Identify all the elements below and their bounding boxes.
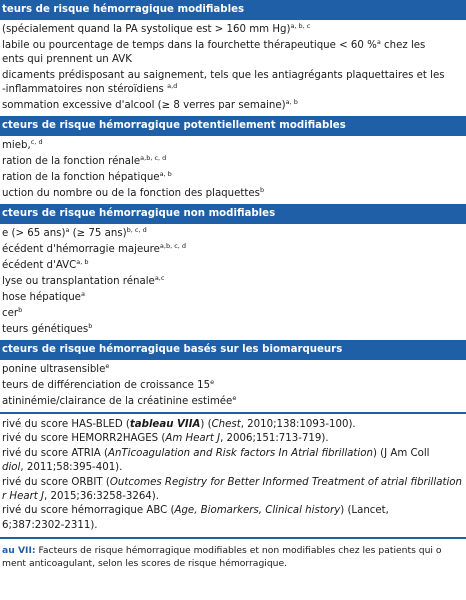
- reference-line: rivé du score ATRIA (AnTicoagulation and Risk factors In Atrial fibrillation) (J Am Coll: [2, 447, 430, 459]
- risk-item: lyse ou transplantation rénale$^{a,c}$: [2, 275, 165, 287]
- risk-item: atininémie/clairance de la créatinine estimée$^e$: [2, 395, 237, 407]
- risk-item: écédent d'AVC$^{a, b}$: [2, 259, 89, 271]
- risk-item: teurs génétiques$^b$: [2, 323, 93, 335]
- risk-item: uction du nombre ou de la fonction des plaquettes$^b$: [2, 187, 265, 199]
- section-body-modifiable: [0, 20, 466, 116]
- section-heading-potentially-modifiable: cteurs de risque hémorragique potentiellement modifiables: [0, 116, 466, 136]
- caption-label: au VII:: [2, 545, 36, 557]
- reference-line: rivé du score ORBIT (Outcomes Registry for Better Informed Treatment of atrial fibrillation: [2, 476, 462, 488]
- risk-item: ration de la fonction rénale$^{a,b, c, d}$: [2, 155, 167, 167]
- reference-line: 6;387:2302-2311).: [2, 519, 98, 531]
- section-heading-modifiable: teurs de risque hémorragique modifiables: [0, 0, 466, 20]
- reference-line: r Heart J, 2015;36:3258-3264).: [2, 491, 160, 503]
- risk-item: ents qui prennent un AVK: [2, 54, 132, 65]
- section-body-biomarkers: [0, 360, 466, 412]
- section-heading-biomarkers: cteurs de risque hémorragique basés sur les biomarqueurs: [0, 340, 466, 360]
- risk-item: dicaments prédisposant au saignement, tels que les antiagrégants plaquettaires et les: [2, 70, 445, 81]
- references-list: [0, 414, 466, 537]
- risk-item: teurs de différenciation de croissance 15e: [2, 379, 215, 391]
- risk-item: cer$^b$: [2, 307, 23, 319]
- reference-line: diol, 2011;58:395-401).: [2, 462, 123, 474]
- reference-line: rivé du score HEMORR2HAGES (Am Heart J, 2006;151:713-719).: [2, 433, 329, 445]
- risk-item: ponine ultrasensible$^e$: [2, 363, 110, 375]
- section-body-potentially-modifiable: [0, 136, 466, 204]
- risk-item: -inflammatoires non stéroïdiens $^{a,d}$: [2, 83, 178, 95]
- risk-item: écédent d'hémorragie majeure$^{a,b, c, d}$: [2, 243, 187, 255]
- risk-item: sommation excessive d'alcool (≥ 8 verres par semaine)$^{a, b}$: [2, 99, 298, 111]
- risk-item: labile ou pourcentage de temps dans la fourchette thérapeutique < 60 %$^a$ chez les: [2, 39, 426, 51]
- risk-item: e (> 65 ans)$^a$ (≥ 75 ans)$^{b, c, d}$: [2, 227, 147, 239]
- risk-item: hose hépatique$^a$: [2, 291, 85, 303]
- table-caption: au VII: Facteurs de risque hémorragique modifiables et non modifiables chez les patients qui o ment anticoagulant, selon les scores de risque hémorragique.: [2, 545, 442, 570]
- section-heading-non-modifiable: cteurs de risque hémorragique non modifiables: [0, 204, 466, 224]
- section-body-non-modifiable: [0, 224, 466, 340]
- risk-item: (spécialement quand la PA systolique est > 160 mm Hg)$^{a, b, c}$: [2, 23, 311, 35]
- risk-item: mieb,$^{c, d}$: [2, 139, 43, 151]
- reference-line: rivé du score HAS-BLED (tableau VIIA) (Chest, 2010;138:1093-100).: [2, 419, 356, 430]
- reference-line: rivé du score hémorragique ABC (Age, Biomarkers, Clinical history) (Lancet,: [2, 505, 389, 517]
- risk-item: ration de la fonction hépatique$^{a, b}$: [2, 171, 172, 183]
